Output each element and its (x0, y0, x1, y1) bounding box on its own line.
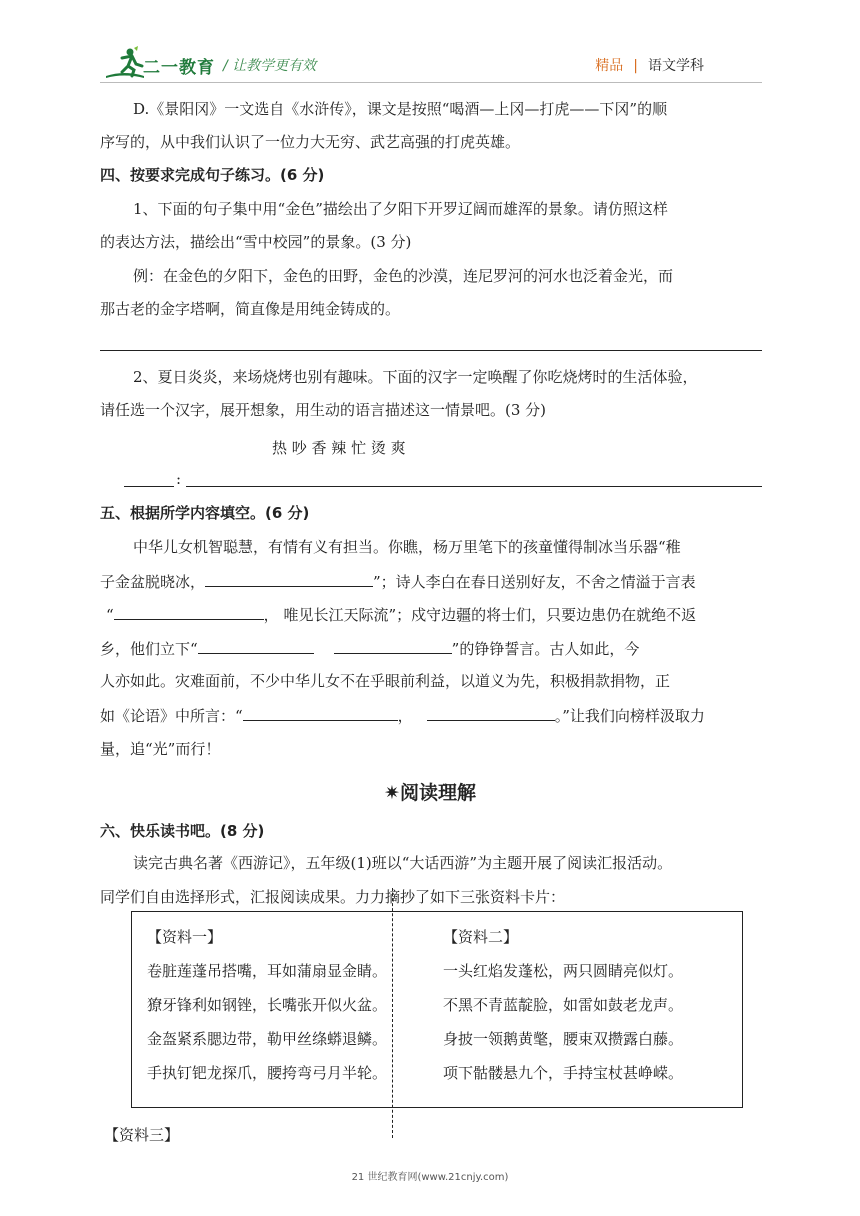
blank-1[interactable] (205, 570, 373, 587)
s5-line6-c: 。”让我们向榜样汲取力 (554, 707, 705, 725)
char-options: 热 吵 香 辣 忙 烫 爽 (272, 439, 406, 457)
s6-line1: 读完古典名著《西游记》，五年级(1)班以“大话西游”为主题开展了阅读汇报活动。 (133, 854, 673, 872)
card1-line: 手执钉钯龙探爪，腰挎弯弓月半轮。 (147, 1064, 388, 1082)
s5-line2-a: 子金盆脱晓冰， (100, 573, 206, 591)
s5-line4 (100, 637, 762, 660)
s5-line4-a: 乡，他们立下“ (100, 640, 198, 658)
card2-line: 一头红焰发蓬松，两只圆睛亮似灯。 (443, 962, 684, 980)
page-footer: 21 世纪教育网(www.21cnjy.com) (351, 1172, 509, 1183)
example-line1: 例：在金色的夕阳下，金色的田野，金色的沙漠，连尼罗河的河水也泛着金光，而 (133, 267, 674, 285)
option-d-line1: D.《景阳冈》一文选自《水浒传》，课文是按照“喝酒—上冈—打虎——下冈”的顺 (133, 100, 668, 118)
card1-line: 卷脏莲蓬吊搭嘴，耳如蒲扇显金睛。 (147, 962, 388, 980)
s5-line6-b: ， (397, 707, 413, 725)
s5-line7: 量，追“光”而行！ (100, 740, 221, 758)
example-line2: 那古老的金字塔啊，简直像是用纯金铸成的。 (100, 300, 401, 318)
colon: : (176, 470, 182, 488)
s5-line2-b: ”；诗人李白在春日送别好友，不舍之情溢于言表 (373, 573, 696, 591)
card1 (147, 920, 387, 1090)
card3-title: 【资料三】 (104, 1126, 180, 1144)
card2-line: 身披一领鹅黄氅，腰束双攒露白藤。 (443, 1030, 684, 1048)
q2-line2: 请任选一个汉字，展开想象，用生动的语言描述这一情景吧。(3 分) (100, 401, 547, 419)
s5-line3-a: “ (106, 606, 114, 624)
blank-4[interactable] (334, 637, 452, 654)
char-choice-blank[interactable] (124, 486, 174, 487)
card1-line: 獠牙锋利如钢锉，长嘴张开似火盆。 (147, 996, 388, 1014)
card2-line: 项下骷髅悬九个，手持宝杖甚峥嵘。 (443, 1064, 684, 1082)
slogan: / 让教学更有效 (223, 58, 317, 74)
section4-heading: 四、按要求完成句子练习。(6 分) (100, 166, 325, 184)
header-right (595, 55, 704, 75)
section6-heading: 六、快乐读书吧。(8 分) (100, 822, 265, 840)
blank-2[interactable] (114, 603, 264, 620)
q2-line1: 2、夏日炎炎，来场烧烤也别有趣味。下面的汉字一定唤醒了你吃烧烤时的生活体验， (133, 368, 698, 386)
s5-line4-b: ”的铮铮誓言。古人如此，今 (451, 640, 640, 658)
s6-line2: 同学们自由选择形式，汇报阅读成果。力力摘抄了如下三张资料卡片： (100, 888, 566, 906)
answer-line-q1[interactable] (100, 350, 762, 351)
card2-title: 【资料二】 (443, 928, 519, 946)
subject-label: 语文学科 (648, 58, 704, 74)
s5-line3-b: ， 唯见长江天际流”；戍守边疆的将士们，只要边患仍在就绝不返 (263, 606, 697, 624)
blank-6[interactable] (427, 704, 555, 721)
reading-section-title: ✷阅读理解 (384, 782, 476, 804)
q1-line1: 1、下面的句子集中用“金色”描绘出了夕阳下开罗辽阔而雄浑的景象。请仿照这样 (133, 200, 668, 218)
page-header (0, 0, 860, 88)
section5-heading: 五、根据所学内容填空。(6 分) (100, 504, 310, 522)
s5-line6 (100, 704, 762, 727)
s5-line6-a: 如《论语》中所言：“ (100, 707, 243, 725)
premium-tag: 精品 (595, 58, 624, 74)
header-divider (100, 82, 762, 83)
header-separator: | (633, 58, 638, 74)
card2 (443, 920, 683, 1090)
s5-line5: 人亦如此。灾难面前，不少中华儿女不在乎眼前利益，以道义为先，积极捐款捐物，正 (100, 672, 671, 690)
blank-5[interactable] (243, 704, 398, 721)
q1-line2: 的表达方法，描绘出“雪中校园”的景象。(3 分) (100, 233, 412, 251)
s5-line3 (106, 603, 768, 626)
s5-line2 (100, 570, 762, 593)
card1-title: 【资料一】 (147, 928, 223, 946)
option-d-line2: 序写的，从中我们认识了一位力大无穷、武艺高强的打虎英雄。 (100, 133, 521, 151)
card2-line: 不黑不青蓝靛脸，如雷如鼓老龙声。 (443, 996, 684, 1014)
answer-line-q2[interactable] (186, 486, 762, 487)
s5-line1: 中华儿女机智聪慧，有情有义有担当。你瞧，杨万里笔下的孩童懂得制冰当乐器“稚 (133, 538, 681, 556)
logo-text: 二一教育 (143, 58, 215, 78)
blank-3[interactable] (198, 637, 314, 654)
card1-line: 金盔紧系腮边带，勒甲丝绦蟒退鳞。 (147, 1030, 388, 1048)
cut-line (392, 888, 393, 1138)
